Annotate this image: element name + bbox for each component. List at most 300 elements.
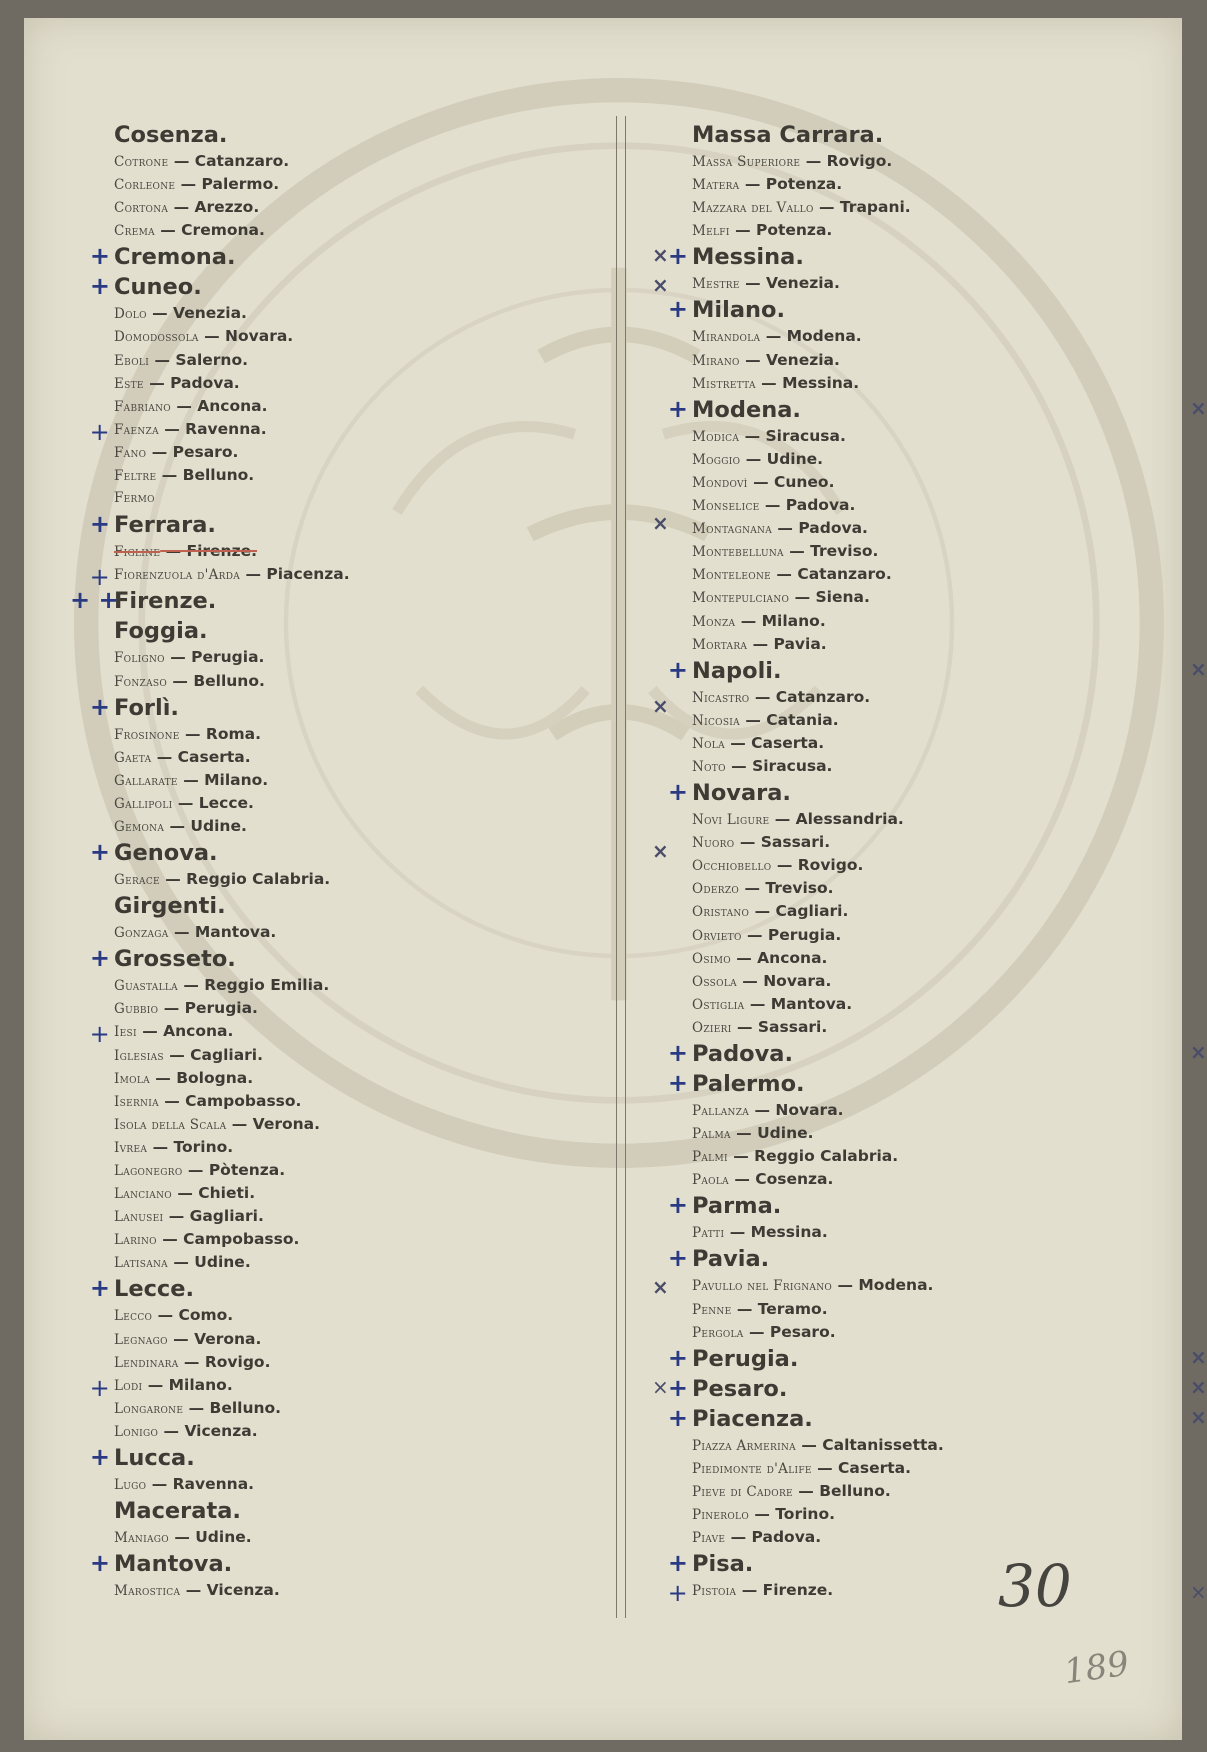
district-name: Faenza <box>114 421 159 438</box>
district-name: Mirandola <box>692 329 761 346</box>
district-entry <box>692 610 1172 633</box>
district-name: Pieve di Cadore <box>692 1483 793 1500</box>
district-province: — Belluno. <box>183 1398 282 1417</box>
blue-pencil-mark: + <box>667 655 688 684</box>
district-entry <box>692 471 1172 494</box>
district-name: Nola <box>692 735 725 752</box>
district-name: Latisana <box>114 1255 168 1272</box>
district-name: Iglesias <box>114 1047 164 1064</box>
district-name: Lonigo <box>114 1423 159 1440</box>
district-name: Ozieri <box>692 1019 732 1036</box>
district-entry <box>692 1434 1172 1457</box>
district-entry <box>114 974 634 997</box>
district-name: Figline <box>114 544 161 561</box>
district-entry <box>692 563 1172 586</box>
district-entry <box>89 1020 634 1049</box>
district-name: Pallanza <box>692 1103 750 1119</box>
blue-pencil-mark: + <box>667 1549 688 1578</box>
blue-pencil-mark: + <box>667 242 688 271</box>
blue-pencil-mark: + <box>667 1069 688 1097</box>
district-entry <box>89 1373 670 1402</box>
district-province: — Udine. <box>730 1124 814 1143</box>
district-province: — Siracusa. <box>725 756 833 775</box>
district-province: — Perugia. <box>158 999 258 1018</box>
district-name: Mortara <box>692 636 748 653</box>
district-entry <box>114 395 634 418</box>
district-province: — Caserta. <box>151 747 251 766</box>
district-entry <box>114 1159 634 1182</box>
district-entry <box>692 517 1172 540</box>
district-name: Gaeta <box>114 749 152 766</box>
district-name: Oristano <box>692 904 750 921</box>
province-heading <box>89 510 669 540</box>
district-province: — Udine. <box>740 449 824 468</box>
district-entry <box>114 196 634 219</box>
district-name: Palmi <box>692 1149 728 1166</box>
district-name: Lendinara <box>114 1354 179 1371</box>
district-province: — Cremona. <box>154 221 265 240</box>
district-entry <box>692 993 1172 1016</box>
district-entry <box>692 970 1172 993</box>
district-province: — Salerno. <box>149 350 249 369</box>
district-province: — Como. <box>152 1306 234 1325</box>
district-entry <box>692 633 1172 656</box>
district-entry <box>692 150 1172 173</box>
province-heading <box>667 1191 1172 1221</box>
blue-pencil-mark: + <box>667 1039 688 1067</box>
district-name: Pergola <box>692 1324 744 1341</box>
district-name: Patti <box>692 1225 725 1242</box>
province-name: Padova. <box>692 1041 794 1067</box>
province-name: Firenze. <box>114 588 217 615</box>
blue-pencil-mark: + <box>89 692 110 721</box>
blue-pencil-mark: + <box>89 1443 110 1472</box>
district-province: — Gagliari. <box>163 1207 264 1226</box>
district-province: — Rovigo. <box>771 856 864 875</box>
province-heading <box>89 1443 634 1473</box>
district-name: Legnago <box>114 1331 168 1348</box>
district-province: — Padova. <box>143 373 240 392</box>
district-province: — Modena. <box>760 327 862 346</box>
district-province: — Novara. <box>749 1101 844 1119</box>
district-province: — Venezia. <box>146 304 247 323</box>
province-name: Napoli. <box>692 657 782 684</box>
district-entry <box>114 921 634 944</box>
province-name: Piacenza. <box>692 1405 813 1432</box>
district-entry <box>114 1579 634 1602</box>
district-name: Lodi <box>114 1377 143 1394</box>
district-province: — Treviso. <box>739 879 834 898</box>
district-name: Crema <box>114 223 155 240</box>
district-name: Larino <box>114 1232 157 1249</box>
district-name: Pinerolo <box>692 1507 749 1524</box>
province-heading <box>89 944 634 974</box>
district-name: Ossola <box>692 973 737 990</box>
district-province: — Ravenna. <box>158 419 267 438</box>
province-name: Messina. <box>692 244 804 271</box>
district-province: — Udine. <box>167 1253 251 1272</box>
district-province: — Milano. <box>142 1375 233 1394</box>
district-province: — Potenza. <box>729 221 833 240</box>
district-name: Cortona <box>114 200 169 217</box>
pencil-check-mark: × <box>652 839 669 864</box>
district-name: Piazza Armerina <box>692 1437 796 1454</box>
district-entry <box>89 563 634 592</box>
district-entry <box>692 173 1172 196</box>
district-province: — Palermo. <box>175 175 280 194</box>
district-entry <box>692 1321 1172 1344</box>
district-entry <box>692 732 1172 755</box>
province-name: Milano. <box>692 297 786 324</box>
district-province: — Padova. <box>772 519 868 538</box>
district-name: Oderzo <box>692 881 740 898</box>
district-name: Pistoia <box>692 1583 737 1600</box>
province-heading <box>89 242 669 272</box>
district-name: Nicastro <box>692 689 750 706</box>
district-entry <box>692 448 1172 471</box>
district-province: — Teramo. <box>731 1299 828 1318</box>
district-name: Moggio <box>692 451 741 468</box>
district-province: — Caserta. <box>724 733 825 752</box>
district-entry <box>114 372 634 395</box>
district-province: — Caserta. <box>811 1458 912 1477</box>
district-entry <box>692 831 1172 854</box>
district-province: — Catania. <box>739 710 839 729</box>
province-name: Mantova. <box>114 1551 233 1578</box>
district-province: — Treviso. <box>783 542 879 561</box>
province-name: Girgenti. <box>114 893 226 920</box>
blue-pencil-mark: + <box>667 1343 688 1372</box>
province-heading <box>667 1403 1207 1434</box>
district-province: — Firenze. <box>160 542 258 561</box>
district-name: Lagonegro <box>114 1163 183 1179</box>
province-name: Genova. <box>114 840 218 867</box>
district-name: Iesi <box>114 1024 137 1041</box>
province-heading <box>667 655 1207 686</box>
district-province: — Venezia. <box>739 350 840 369</box>
district-name: Isola della Scala <box>114 1116 227 1133</box>
pencil-check-mark: × <box>1190 1374 1207 1399</box>
district-entry <box>692 1526 1172 1549</box>
district-name: Matera <box>692 177 740 194</box>
district-province: — Catanzaro. <box>771 565 892 584</box>
province-heading <box>667 1373 1207 1404</box>
province-heading <box>70 586 634 616</box>
province-name: Foggia. <box>114 618 208 645</box>
district-entry <box>114 349 634 372</box>
province-heading <box>114 891 634 921</box>
district-entry <box>692 1221 1172 1244</box>
district-entry <box>114 723 634 746</box>
pencil-check-mark: × <box>1190 395 1207 420</box>
district-entry <box>692 686 1172 709</box>
left-column <box>70 120 670 1602</box>
district-province: — Rovigo. <box>178 1352 271 1371</box>
district-entry <box>692 900 1172 923</box>
district-entry <box>692 1503 1172 1526</box>
district-entry <box>667 1579 1207 1608</box>
district-entry <box>114 464 634 487</box>
district-province: — Milano. <box>735 611 826 630</box>
district-entry <box>114 815 634 838</box>
district-province: — Roma. <box>179 724 262 743</box>
district-entry <box>114 150 634 173</box>
district-province: — Reggio Calabria. <box>727 1147 899 1166</box>
province-heading <box>89 272 669 302</box>
district-entry <box>692 1274 1172 1297</box>
province-heading <box>114 1496 634 1526</box>
district-entry <box>114 997 634 1020</box>
district-entry <box>114 868 634 891</box>
district-name: Monteleone <box>692 567 772 584</box>
district-entry <box>114 1090 634 1113</box>
district-name: Fabriano <box>114 398 171 415</box>
district-name: Mondovì <box>692 474 748 491</box>
district-entry <box>692 425 1172 448</box>
province-name: Macerata. <box>114 1498 241 1525</box>
district-province: — Catanzaro. <box>168 152 290 170</box>
district-name: Domodossola <box>114 329 199 346</box>
province-name: Modena. <box>692 396 801 423</box>
province-name: Pavia. <box>692 1246 770 1273</box>
district-name: Gubbio <box>114 1001 159 1018</box>
province-heading <box>667 295 1172 325</box>
blue-pencil-mark: + <box>89 1020 110 1049</box>
handwritten-archive-number: 189 <box>1061 1643 1132 1693</box>
district-entry <box>692 1168 1172 1191</box>
district-province: — Piacenza. <box>240 565 350 584</box>
district-entry <box>114 1205 634 1228</box>
blue-pencil-mark: + <box>89 242 110 271</box>
district-province: — Campobasso. <box>158 1091 302 1110</box>
district-name: Gerace <box>114 872 160 889</box>
district-province: — Arezzo. <box>168 198 260 217</box>
district-province: — Udine. <box>164 816 247 835</box>
district-province: — Campobasso. <box>156 1230 300 1249</box>
district-name: Mestre <box>692 276 740 293</box>
province-name: Pesaro. <box>692 1375 788 1402</box>
district-name: Piedimonte d'Alife <box>692 1460 812 1477</box>
district-name: Lugo <box>114 1477 147 1494</box>
right-column <box>667 120 1207 1608</box>
district-entry <box>692 494 1172 517</box>
blue-pencil-mark: + <box>667 1579 688 1608</box>
pencil-check-mark: × <box>1190 1404 1207 1429</box>
district-name: Ivrea <box>114 1139 148 1156</box>
district-province: — Siracusa. <box>739 426 846 445</box>
blue-pencil-mark: + <box>667 295 688 324</box>
blue-pencil-mark: + <box>667 778 688 807</box>
province-heading <box>667 778 1172 808</box>
district-province: — Mantova. <box>744 994 853 1013</box>
district-name: Foligno <box>114 650 165 667</box>
district-province: — Venezia. <box>739 274 840 293</box>
district-name: Dolo <box>114 306 147 323</box>
district-province: — Padova. <box>725 1528 822 1547</box>
province-name: Pisa. <box>692 1551 754 1578</box>
district-entry <box>114 540 634 563</box>
district-entry <box>114 219 634 242</box>
district-entry <box>692 877 1172 900</box>
district-name: Lecco <box>114 1308 153 1325</box>
pencil-check-mark: × <box>1190 1344 1207 1369</box>
province-name: Novara. <box>692 780 791 807</box>
district-entry <box>692 372 1172 395</box>
district-province: — Cosenza. <box>728 1170 834 1189</box>
district-province: — Siena. <box>789 588 870 607</box>
province-name: Cremona. <box>114 244 236 271</box>
pencil-check-mark: × <box>652 511 669 536</box>
district-province: — Firenze. <box>736 1581 834 1600</box>
district-entry <box>692 709 1172 732</box>
blue-pencil-mark: + <box>89 510 110 539</box>
district-name: Montagnana <box>692 521 773 538</box>
district-name: Fiorenzuola d'Arda <box>114 567 241 584</box>
district-entry <box>89 417 634 446</box>
district-name: Guastalla <box>114 978 178 995</box>
district-name: Nuoro <box>692 835 735 852</box>
province-name: Grosseto. <box>114 946 236 973</box>
district-name: Massa Superiore <box>692 154 801 170</box>
district-name: Lanusei <box>114 1209 164 1226</box>
district-entry <box>114 1251 634 1274</box>
district-name: Fermo <box>114 490 155 507</box>
district-entry <box>114 1420 634 1443</box>
province-heading <box>667 1039 1207 1069</box>
district-entry <box>692 325 1172 348</box>
district-entry <box>114 441 634 464</box>
district-name: Longarone <box>114 1400 184 1417</box>
district-province: — Ancona. <box>136 1022 234 1041</box>
district-name: Montepulciano <box>692 590 790 607</box>
district-name: Gonzaga <box>114 925 169 942</box>
district-entry <box>114 1473 634 1496</box>
district-province: — Verona. <box>226 1114 321 1133</box>
district-province: — Torino. <box>147 1137 234 1156</box>
province-name: Cosenza. <box>114 122 228 148</box>
district-name: Ostiglia <box>692 996 745 1013</box>
blue-pencil-mark: + <box>89 563 110 592</box>
district-name: Mazzara del Vallo <box>692 200 814 217</box>
district-name: Gallarate <box>114 772 178 789</box>
district-entry <box>114 173 634 196</box>
pencil-check-mark: × <box>652 1374 670 1399</box>
district-name: Novi Ligure <box>692 812 770 829</box>
district-province: — Milano. <box>177 770 269 789</box>
district-entry <box>692 272 1172 295</box>
district-entry <box>692 196 1172 219</box>
district-province: — Novara. <box>198 327 294 346</box>
district-province: — Catanzaro. <box>749 687 871 706</box>
district-name: Mistretta <box>692 375 756 392</box>
blue-pencil-mark: + <box>89 417 110 446</box>
blue-pencil-mark: + <box>89 1274 110 1303</box>
province-heading <box>667 1549 1172 1579</box>
district-entry <box>692 1122 1172 1145</box>
district-name: Pavullo nel Frignano <box>692 1278 833 1295</box>
district-entry <box>114 325 634 348</box>
district-entry <box>692 1145 1172 1168</box>
district-entry <box>114 769 634 792</box>
district-province: — Reggio Calabria. <box>159 870 331 889</box>
province-name: Lucca. <box>114 1445 195 1472</box>
district-name: Isernia <box>114 1093 159 1110</box>
district-entry <box>114 1044 634 1067</box>
district-province: — Lecce. <box>172 793 254 812</box>
district-province: — Verona. <box>167 1329 262 1348</box>
district-name: Mirano <box>692 352 740 369</box>
district-province: — Cagliari. <box>749 902 849 921</box>
district-entry <box>114 1397 634 1420</box>
district-province: — Potenza. <box>739 175 843 194</box>
district-entry <box>114 1351 634 1374</box>
district-name: Fonzaso <box>114 673 168 690</box>
district-province: — Pavia. <box>747 634 827 653</box>
blue-pencil-mark: + <box>89 1549 110 1578</box>
district-province: — Reggio Emilia. <box>177 976 330 995</box>
district-province: — Trapani. <box>813 198 911 217</box>
district-province: — Perugia. <box>741 925 842 944</box>
pencil-check-mark: × <box>1190 656 1207 681</box>
blue-pencil-mark: + <box>89 1373 110 1402</box>
district-province: — Alessandria. <box>769 810 904 829</box>
district-name: Modica <box>692 428 740 445</box>
pencil-check-mark: × <box>1190 1580 1207 1605</box>
district-name: Gallipoli <box>114 795 173 812</box>
district-entry <box>114 1067 634 1090</box>
district-entry <box>692 1016 1172 1039</box>
district-entry <box>692 1457 1172 1480</box>
district-entry <box>692 540 1172 563</box>
district-entry <box>114 1328 634 1351</box>
district-province: — Cagliari. <box>163 1045 264 1064</box>
district-name: Corleone <box>114 177 176 194</box>
district-province: — Mantova. <box>168 923 277 942</box>
blue-pencil-mark: + + <box>70 586 119 615</box>
district-entry <box>114 646 634 669</box>
district-entry <box>692 1480 1172 1503</box>
blue-pencil-mark: + <box>89 944 110 973</box>
district-province: — Ancona. <box>730 948 828 967</box>
province-heading <box>667 394 1207 425</box>
district-entry <box>114 746 634 769</box>
district-entry <box>114 1136 634 1159</box>
pencil-check-mark: × <box>652 693 669 718</box>
district-name: Melfi <box>692 223 730 240</box>
district-name: Eboli <box>114 352 150 369</box>
district-name: Lanciano <box>114 1186 172 1203</box>
district-province: — Modena. <box>832 1276 934 1295</box>
blue-pencil-mark: + <box>667 394 688 423</box>
district-entry <box>692 854 1172 877</box>
district-entry <box>692 219 1172 242</box>
district-province: — Padova. <box>759 496 856 515</box>
district-province: — Udine. <box>168 1528 252 1547</box>
district-province: — Belluno. <box>167 671 265 690</box>
district-province: — Bologna. <box>149 1068 254 1087</box>
district-province: — Caltanissetta. <box>795 1435 944 1454</box>
district-name: Palma <box>692 1126 731 1143</box>
province-heading <box>89 692 669 723</box>
pencil-check-mark: × <box>652 243 669 268</box>
province-heading <box>667 1244 1172 1274</box>
district-entry <box>692 586 1172 609</box>
blue-pencil-mark: + <box>667 1244 688 1273</box>
district-name: Noto <box>692 758 726 775</box>
district-province: — Belluno. <box>792 1481 891 1500</box>
district-name: Fano <box>114 444 147 461</box>
blue-pencil-mark: + <box>89 272 110 301</box>
